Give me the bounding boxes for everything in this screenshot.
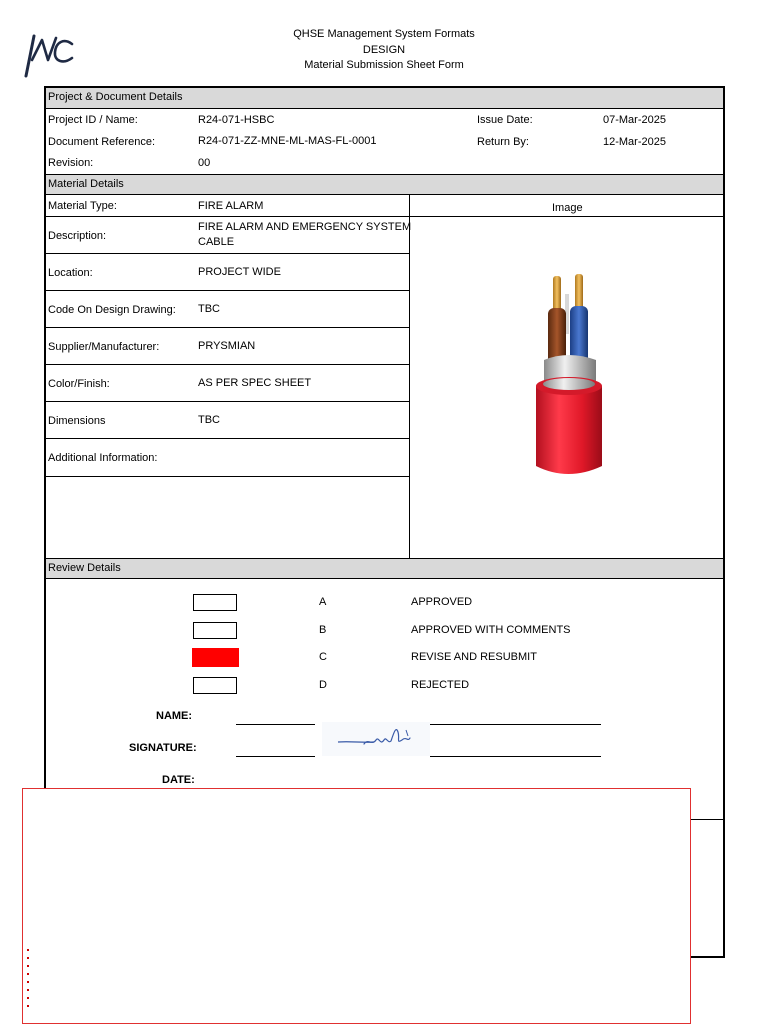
name-line-left [236,724,315,725]
design-code-value: TBC [198,303,220,315]
fire-alarm-cable-image [532,268,612,488]
date-label: DATE: [162,774,195,786]
row-divider [46,216,409,217]
review-section-header: Review Details [46,558,723,579]
form-header [230,27,538,74]
option-c-checkbox-selected[interactable] [192,648,239,667]
dimensions-label: Dimensions [48,415,106,427]
location-label: Location: [48,267,93,279]
description-label: Description: [48,230,107,242]
option-b-label: APPROVED WITH COMMENTS [411,624,571,636]
description-value-line1: FIRE ALARM AND EMERGENCY SYSTEM [198,221,412,233]
row-divider [46,438,409,439]
project-id-label: Project ID / Name: [48,114,138,126]
option-a-code: A [319,596,327,608]
option-c-code: C [319,651,327,663]
location-value: PROJECT WIDE [198,266,281,278]
image-header-divider [409,216,723,217]
project-section-header: Project & Document Details [46,88,723,109]
signature-line-left [236,756,315,757]
color-finish-label: Color/Finish: [48,378,110,390]
row-divider [46,327,409,328]
signature-label: SIGNATURE: [129,742,197,754]
return-by-value: 12-Mar-2025 [603,136,666,148]
material-type-value: FIRE ALARM [198,200,264,212]
return-by-label: Return By: [477,136,529,148]
row-divider [46,253,409,254]
row-divider [46,364,409,365]
supplier-label: Supplier/Manufacturer: [48,341,160,353]
name-line-right [430,724,601,725]
image-column-label: Image [552,202,583,214]
blank-overlay-box [22,788,691,1024]
issue-date-label: Issue Date: [477,114,533,126]
company-logo [22,26,78,82]
document-reference-value: R24-071-ZZ-MNE-ML-MAS-FL-0001 [198,135,377,147]
option-d-checkbox[interactable] [193,677,237,694]
row-divider [46,476,409,477]
header-department: DESIGN [362,43,406,56]
row-divider [46,290,409,291]
option-b-checkbox[interactable] [193,622,237,639]
option-c-label: REVISE AND RESUBMIT [411,651,537,663]
revision-label: Revision: [48,157,94,169]
handwritten-signature [322,722,430,756]
section-divider [691,819,723,820]
option-d-code: D [319,679,327,691]
design-code-label: Code On Design Drawing: [48,304,176,316]
option-a-checkbox[interactable] [193,594,237,611]
signature-line-right [430,756,601,757]
color-finish-value: AS PER SPEC SHEET [198,377,312,389]
dimensions-value: TBC [198,414,220,426]
document-reference-label: Document Reference: [48,136,155,148]
project-id-value: R24-071-HSBC [198,114,275,126]
option-d-label: REJECTED [411,679,470,691]
header-title: QHSE Management System Formats [293,28,475,40]
supplier-value: PRYSMIAN [198,340,256,352]
issue-date-value: 07-Mar-2025 [603,114,666,126]
additional-info-label: Additional Information: [48,452,158,464]
dotted-margin-marks [27,949,31,1013]
material-section-header: Material Details [46,174,723,195]
description-value-line2: CABLE [198,236,235,248]
material-type-label: Material Type: [48,200,117,212]
material-column-divider [409,195,410,558]
row-divider [46,401,409,402]
revision-value: 00 [198,157,211,169]
option-b-code: B [319,624,327,636]
name-label: NAME: [156,710,193,722]
header-form-name: Material Submission Sheet Form [304,59,464,71]
option-a-label: APPROVED [411,596,473,608]
